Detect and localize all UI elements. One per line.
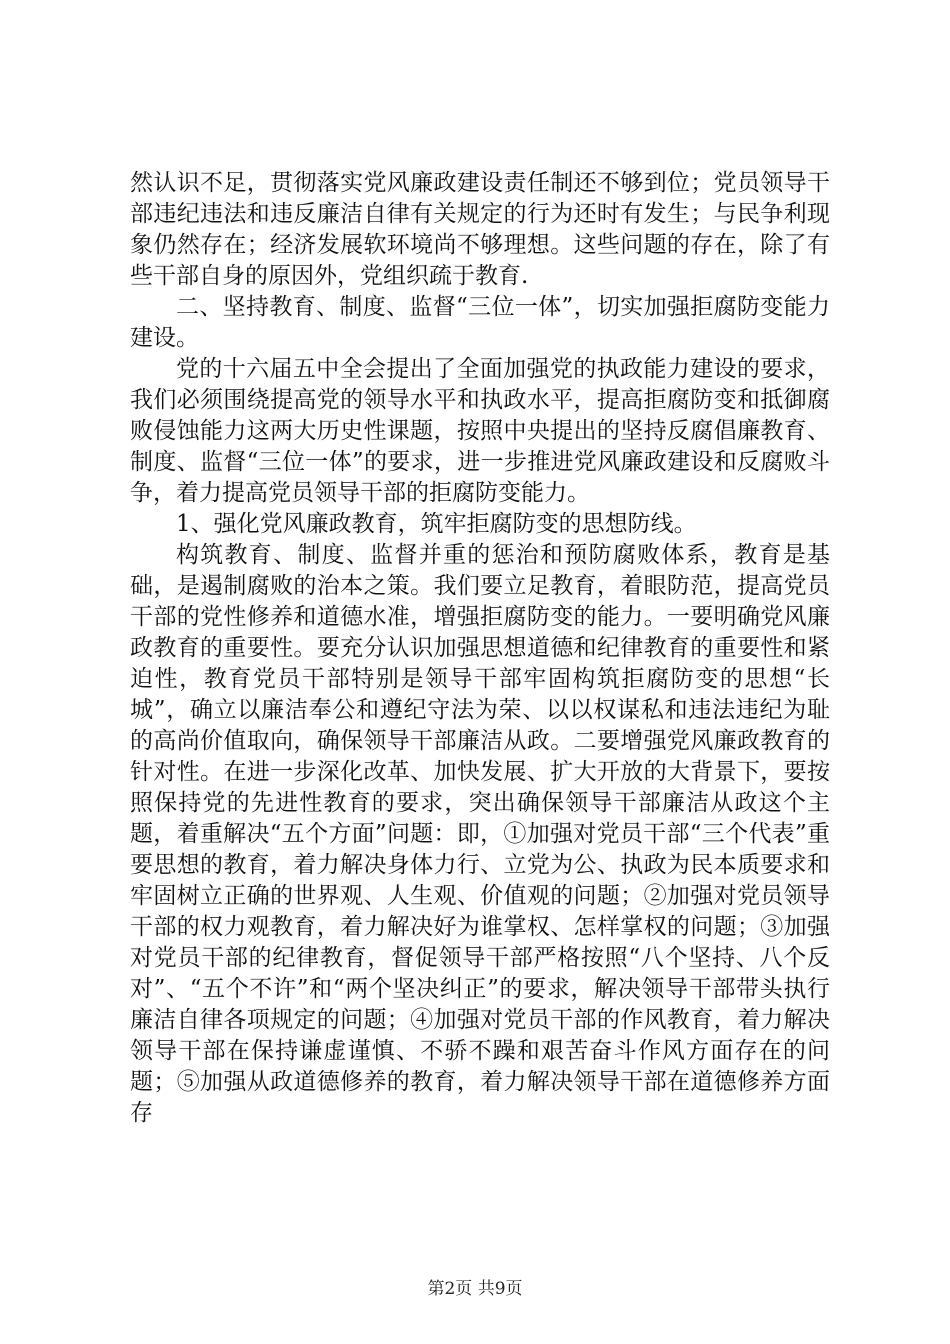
paragraph: 构筑教育、制度、监督并重的惩治和预防腐败体系，教育是基础，是遏制腐败的治本之策。我们要立足教育，着眼防范，提高党员干部的党性修养和道德水准，增强拒腐防变的能力。一要明确党风廉政教育的重要性。要充分认识加强思想道德和纪律教育的重要性和紧迫性，教育党员干部特别是领导干部牢固构筑拒腐防变的思想“长城”，确立以廉洁奉公和遵纪守法为荣、以以权谋私和违法违纪为耻的高尚价值取向，确保领导干部廉洁从政。二要增强党风廉政教育的针对性。在进一步深化改革、加快发展、扩大开放的大背景下，要按照保持党的先进性教育的要求，突出确保领导干部廉洁从政这个主题，着重解决“五个方面”问题：即，①加强对党员干部“三个代表”重要思想的教育，着力解决身体力行、立党为公、执政为民本质要求和牢固树立正确的世界观、人生观、价值观的问题；②加强对党员领导干部的权力观教育，着力解决好为谁掌权、怎样掌权的问题；③加强对党员干部的纪律教育，督促领导干部严格按照“八个坚持、八个反对”、“五个不许”和“两个坚决纠正”的要求，解决领导干部带头执行廉洁自律各项规定的问题；④加强对党员干部的作风教育，着力解决领导干部在保持谦虚谨慎、不骄不躁和艰苦奋斗作风方面存在的问题；⑤加强从政道德修养的教育，着力解决领导干部在道德修养方面存 [130, 542, 830, 1126]
document-body [130, 168, 830, 1129]
section-heading: 二、坚持教育、制度、监督“三位一体”，切实加强拒腐防变能力建设。 [130, 294, 830, 351]
subsection-heading: 1、强化党风廉政教育，筑牢拒腐防变的思想防线。 [176, 511, 697, 537]
paragraph: 党的十六届五中全会提出了全面加强党的执政能力建设的要求，我们必须围绕提高党的领导水平和执政水平，提高拒腐防变和抵御腐败侵蚀能力这两大历史性课题，按照中央提出的坚持反腐倡廉教育、制度、监督“三位一体”的要求，进一步推进党风廉政建设和反腐败斗争，着力提高党员领导干部的拒腐防变能力。 [130, 356, 830, 506]
page-number-footer: 第2页 共9页 [427, 1279, 523, 1299]
paragraph-continuation: 然认识不足，贯彻落实党风廉政建设责任制还不够到位；党员领导干部违纪违法和违反廉洁自律有关规定的行为还时有发生；与民争利现象仍然存在；经济发展软环境尚不够理想。这些问题的存在，除了有些干部自身的原因外，党组织疏于教育. [130, 170, 830, 289]
